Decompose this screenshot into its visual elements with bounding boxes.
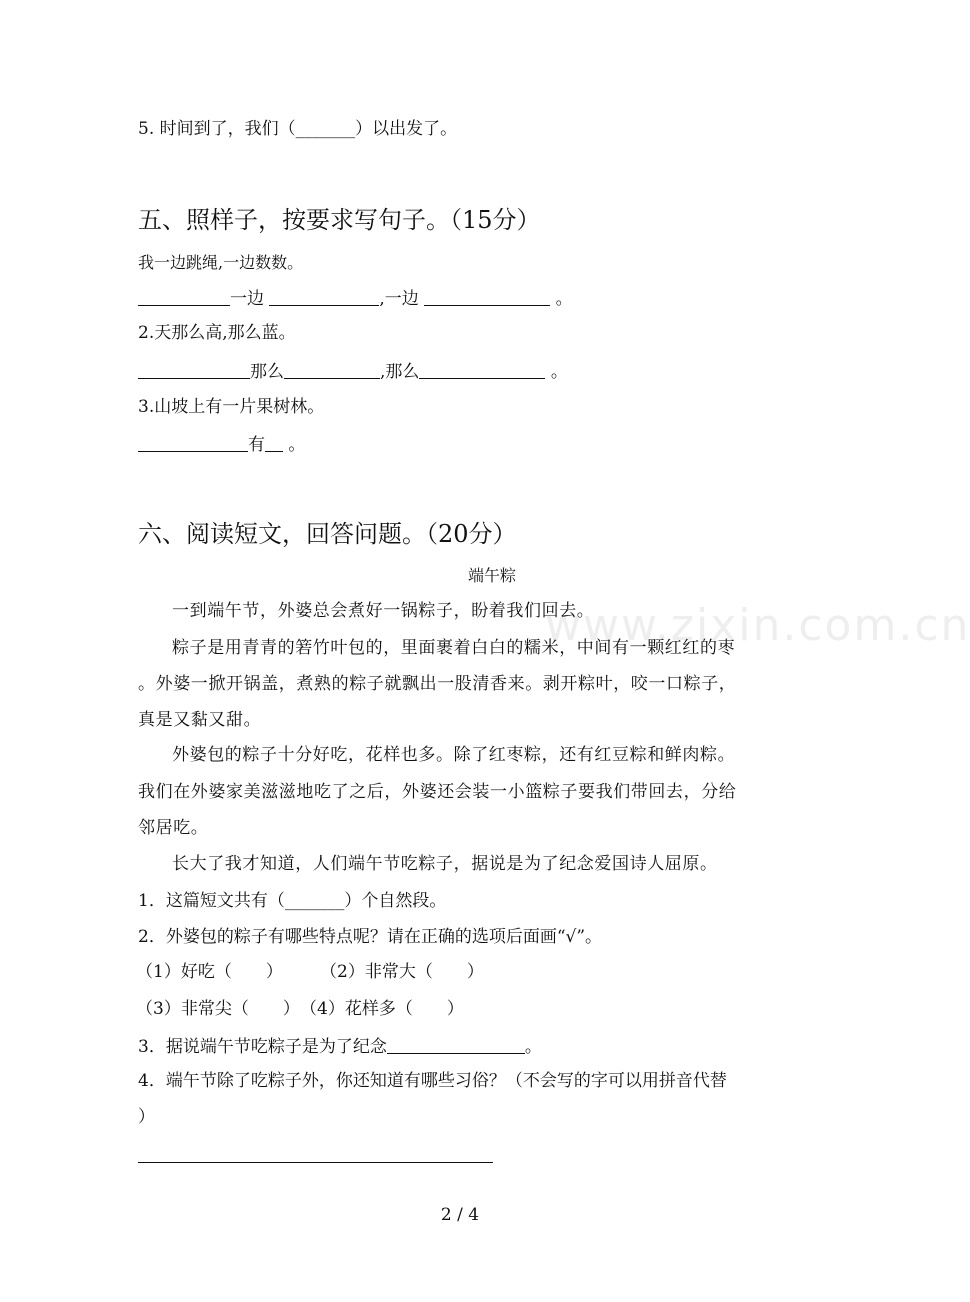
fill-blank[interactable] (269, 289, 379, 306)
answer-row-2 (138, 362, 568, 381)
passage-paragraph-3-line-3: 邻居吃。 (138, 818, 209, 838)
section-5-title: 五、照样子，按要求写句子。（15分） (138, 206, 541, 234)
reading-question-1 (138, 893, 446, 910)
row3-text-a: 有 (248, 435, 265, 455)
rq3-post: 。 (524, 1037, 542, 1057)
reading-question-4-line-2: ） (138, 1107, 155, 1127)
q5-pre: 5. 时间到了，我们（ (138, 119, 296, 139)
answer-row-3 (138, 435, 305, 454)
page-number: 2 / 4 (440, 1205, 480, 1225)
fill-blank[interactable] (424, 289, 550, 306)
row1-text-b: ,一边 (379, 289, 419, 309)
reading-question-3 (138, 1037, 542, 1056)
row2-text-c: 。 (550, 362, 568, 382)
row3-text-b: 。 (288, 435, 306, 455)
passage-paragraph-2-line-2: 。外婆一掀开锅盖，煮熟的粽子就飘出一股清香来。剥开粽叶，咬一口粽子， (138, 674, 737, 694)
q5-post: ）以出发了。 (355, 119, 458, 139)
q5-blank: _______ (295, 119, 356, 139)
row1-text-c: 。 (555, 289, 573, 309)
row2-text-b: ,那么 (380, 362, 420, 382)
option-4[interactable]: （4）花样多（ ） (300, 999, 464, 1019)
passage-title: 端午粽 (467, 566, 516, 585)
question-5 (138, 121, 457, 138)
reading-question-2: 2．外婆包的粽子有哪些特点呢？请在正确的选项后面画“√”。 (138, 927, 603, 947)
row1-text-a: 一边 (230, 289, 264, 309)
option-2[interactable]: （2）非常大（ ） (320, 962, 484, 982)
rq1-blank: _______ (284, 891, 345, 911)
section-6-title: 六、阅读短文，回答问题。（20分） (138, 520, 517, 548)
passage-paragraph-3-line-1: 外婆包的粽子十分好吃，花样也多。除了红枣粽，还有红豆粽和鲜肉粽。 (172, 745, 736, 765)
rq1-pre: 1．这篇短文共有（ (138, 891, 285, 911)
fill-blank[interactable] (138, 289, 230, 306)
passage-paragraph-2-line-3: 真是又黏又甜。 (138, 710, 262, 730)
example-sentence-3: 3.山坡上有一片果树林。 (138, 397, 325, 417)
passage-paragraph-4: 长大了我才知道，人们端午节吃粽子，据说是为了纪念爱国诗人屈原。 (172, 854, 718, 874)
rq1-post: ）个自然段。 (344, 891, 447, 911)
fill-blank[interactable] (284, 362, 380, 379)
watermark: www.zixin.com.cn (545, 600, 970, 651)
example-sentence-2: 2.天那么高,那么蓝。 (138, 323, 296, 343)
fill-blank[interactable] (419, 362, 545, 379)
passage-paragraph-2-line-1: 粽子是用青青的箬竹叶包的，里面裹着白白的糯米，中间有一颗红红的枣 (172, 638, 736, 658)
answer-line[interactable] (138, 1162, 493, 1163)
example-sentence-1: 我一边跳绳,一边数数。 (138, 253, 304, 272)
option-1[interactable]: （1）好吃（ ） (136, 962, 283, 982)
passage-paragraph-1: 一到端午节，外婆总会煮好一锅粽子，盼着我们回去。 (172, 601, 595, 621)
fill-blank[interactable] (387, 1037, 525, 1054)
fill-blank[interactable] (265, 435, 283, 452)
answer-row-1 (138, 289, 573, 308)
row2-text-a: 那么 (250, 362, 284, 382)
passage-paragraph-3-line-2: 我们在外婆家美滋滋地吃了之后，外婆还会装一小篮粽子要我们带回去，分给 (138, 782, 737, 802)
fill-blank[interactable] (138, 435, 248, 452)
reading-question-4-line-1: 4．端午节除了吃粽子外，你还知道有哪些习俗？（不会写的字可以用拼音代替 (138, 1071, 727, 1091)
rq3-pre: 3．据说端午节吃粽子是为了纪念 (138, 1037, 387, 1057)
option-3[interactable]: （3）非常尖（ ） (136, 999, 300, 1019)
fill-blank[interactable] (138, 362, 250, 379)
